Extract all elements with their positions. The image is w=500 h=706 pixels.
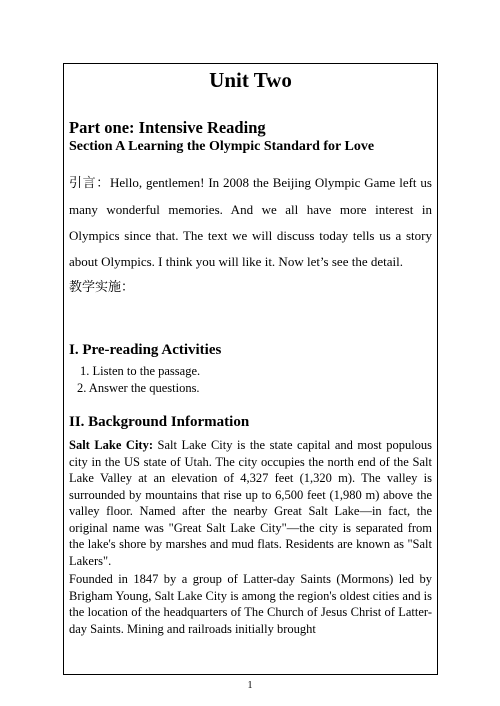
list-item: 2. Answer the questions. xyxy=(77,381,200,395)
page-number: 1 xyxy=(247,680,253,691)
list-item: 1. Listen to the passage. xyxy=(80,364,201,378)
background-text-1: Salt Lake City is the state capital and most populous city in the US state of Utah. The city occupies the north end of the Salt Lake Valley at an elevation of 4,327 feet (1,320 m). The valley is surrounded by mountains that rise up to 6,500 feet (1,980 m) above the valley floor. Named after the nearby Great Salt Lake—in fact, the original name was "Great Salt Lake City"—the city is separated from the lake's shore by marshes and mud flats. Residents are known as "Salt Lakers". xyxy=(69,438,433,568)
intro-label: 引言： xyxy=(69,176,110,191)
content-frame xyxy=(63,63,438,675)
section-heading: Section A Learning the Olympic Standard for Love xyxy=(69,139,375,154)
implementation-label: 教学实施： xyxy=(69,280,135,295)
intro-paragraph xyxy=(69,170,432,275)
part-heading: Part one: Intensive Reading xyxy=(69,118,266,137)
pre-reading-list xyxy=(77,363,201,397)
background-paragraph-1 xyxy=(69,437,432,569)
unit-title: Unit Two xyxy=(209,68,292,92)
background-term: Salt Lake City: xyxy=(69,438,154,452)
background-paragraph-2: Founded in 1847 by a group of Latter-day Saints (Mormons) led by Brigham Young, Salt Lake City is among the region's oldest cities and is the location of the headquarters of The Church of Jesus Christ of Latter-day Saints. Mining and railroads initially brought xyxy=(69,572,432,636)
intro-text: Hello, gentlemen! In 2008 the Beijing Olympic Game left us many wonderful memories. And we all have more interest in Olympics since that. The text we will discuss today tells us a story about Olympics. I think you will like it. Now let’s see the detail. xyxy=(69,175,432,269)
pre-reading-heading: I. Pre-reading Activities xyxy=(69,342,222,358)
background-heading: II. Background Information xyxy=(69,414,250,430)
